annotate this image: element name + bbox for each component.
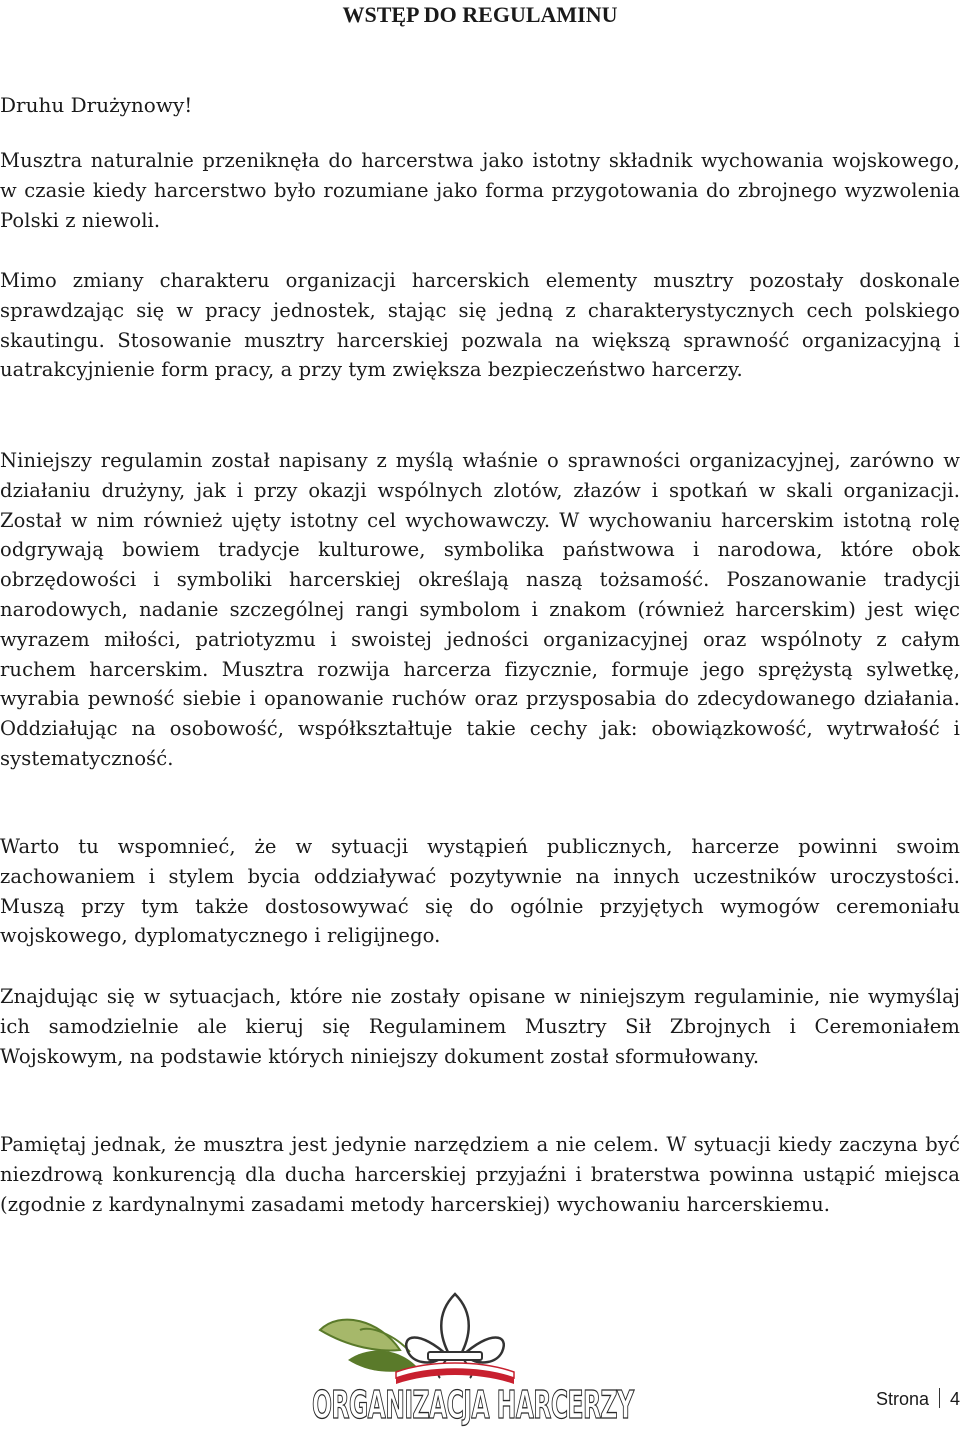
paragraph: Mimo zmiany charakteru organizacji harcerskich elementy musztry pozostały doskonale sprawdzając się w pracy jednostek, stając się jedną z charakterystycznych cech polskiego skautingu. Stosowanie musztry harcerskiej pozwala na większą sprawność organizacyjną i uatrakcyjnienie form pracy, a przy tym zwiększa bezpieczeństwo harcerzy. — [0, 269, 960, 382]
page-footer — [876, 1386, 960, 1412]
greeting: Druhu Drużynowy! — [0, 93, 193, 117]
page-number: 4 — [949, 1389, 960, 1409]
footer-divider — [939, 1388, 940, 1408]
paragraph: Musztra naturalnie przeniknęła do harcerstwa jako istotny składnik wychowania wojskowego, w czasie kiedy harcerstwo było rozumiane jako forma przygotowania do zbrojnego wyzwolenia Polski z niewoli. — [0, 149, 960, 232]
document-title: WSTĘP DO REGULAMINU — [342, 2, 618, 27]
paragraph: Pamiętaj jednak, że musztra jest jedynie narzędziem a nie celem. W sytuacji kiedy zaczyna być niezdrową konkurencją dla ducha harcerskiej przyjaźni i braterstwa powinna ustąpić miejsca (zgodnie z kardynalnymi zasadami metody harcerskiej) wychowaniu harcerskiemu. — [0, 1133, 960, 1216]
page-label: Strona — [875, 1389, 929, 1409]
paragraph: Warto tu wspomnieć, że w sytuacji wystąpień publicznych, harcerze powinni swoim zachowaniem i stylem bycia oddziaływać pozytywnie na innych uczestników uroczystości. Muszą przy tym także dostosowywać się do ogólnie przyjętych wymogów ceremoniału wojskowego, dyplomatycznego i religijnego. — [0, 835, 960, 948]
paragraph: Niniejszy regulamin został napisany z myślą właśnie o sprawności organizacyjnej, zarówno w działaniu drużyny, jak i przy okazji wspólnych zlotów, złazów i spotkań w skali organizacji. Został w nim również ujęty istotny cel wychowawczy. W wychowaniu harcerskim istotną rolę odgrywają bowiem tradycje kulturowe, symbolika państwowa i narodowa, które obok obrzędowości i symboliki harcerskiej określają naszą tożsamość. Poszanowanie tradycji narodowych, nadanie szczególnej rangi symbolom i znakom (również harcerskim) jest więc wyrazem miłości, patriotyzmu i swoistej jedności organizacyjnej oraz wspólnoty z całym ruchem harcerskim. Musztra rozwija harcerza fizycznie, formuje jego sprężystą sylwetkę, wyrabia pewność siebie i opanowanie ruchów oraz przysposabia do zdecydowanego działania. Oddziałując na osobowość, współkształtuje takie cechy jak: obowiązkowość, wytrwałość i systematyczność. — [0, 449, 960, 770]
paragraph: Znajdując się w sytuacjach, które nie zostały opisane w niniejszym regulaminie, nie wymyślaj ich samodzielnie ale kieruj się Regulaminem Musztry Sił Zbrojnych i Ceremoniałem Wojskowym, na podstawie których niniejszy dokument został sformułowany. — [0, 985, 960, 1068]
logo-text: ORGANIZACJA HARCERZY — [312, 1383, 634, 1427]
oak-leaf-icon — [320, 1320, 418, 1372]
